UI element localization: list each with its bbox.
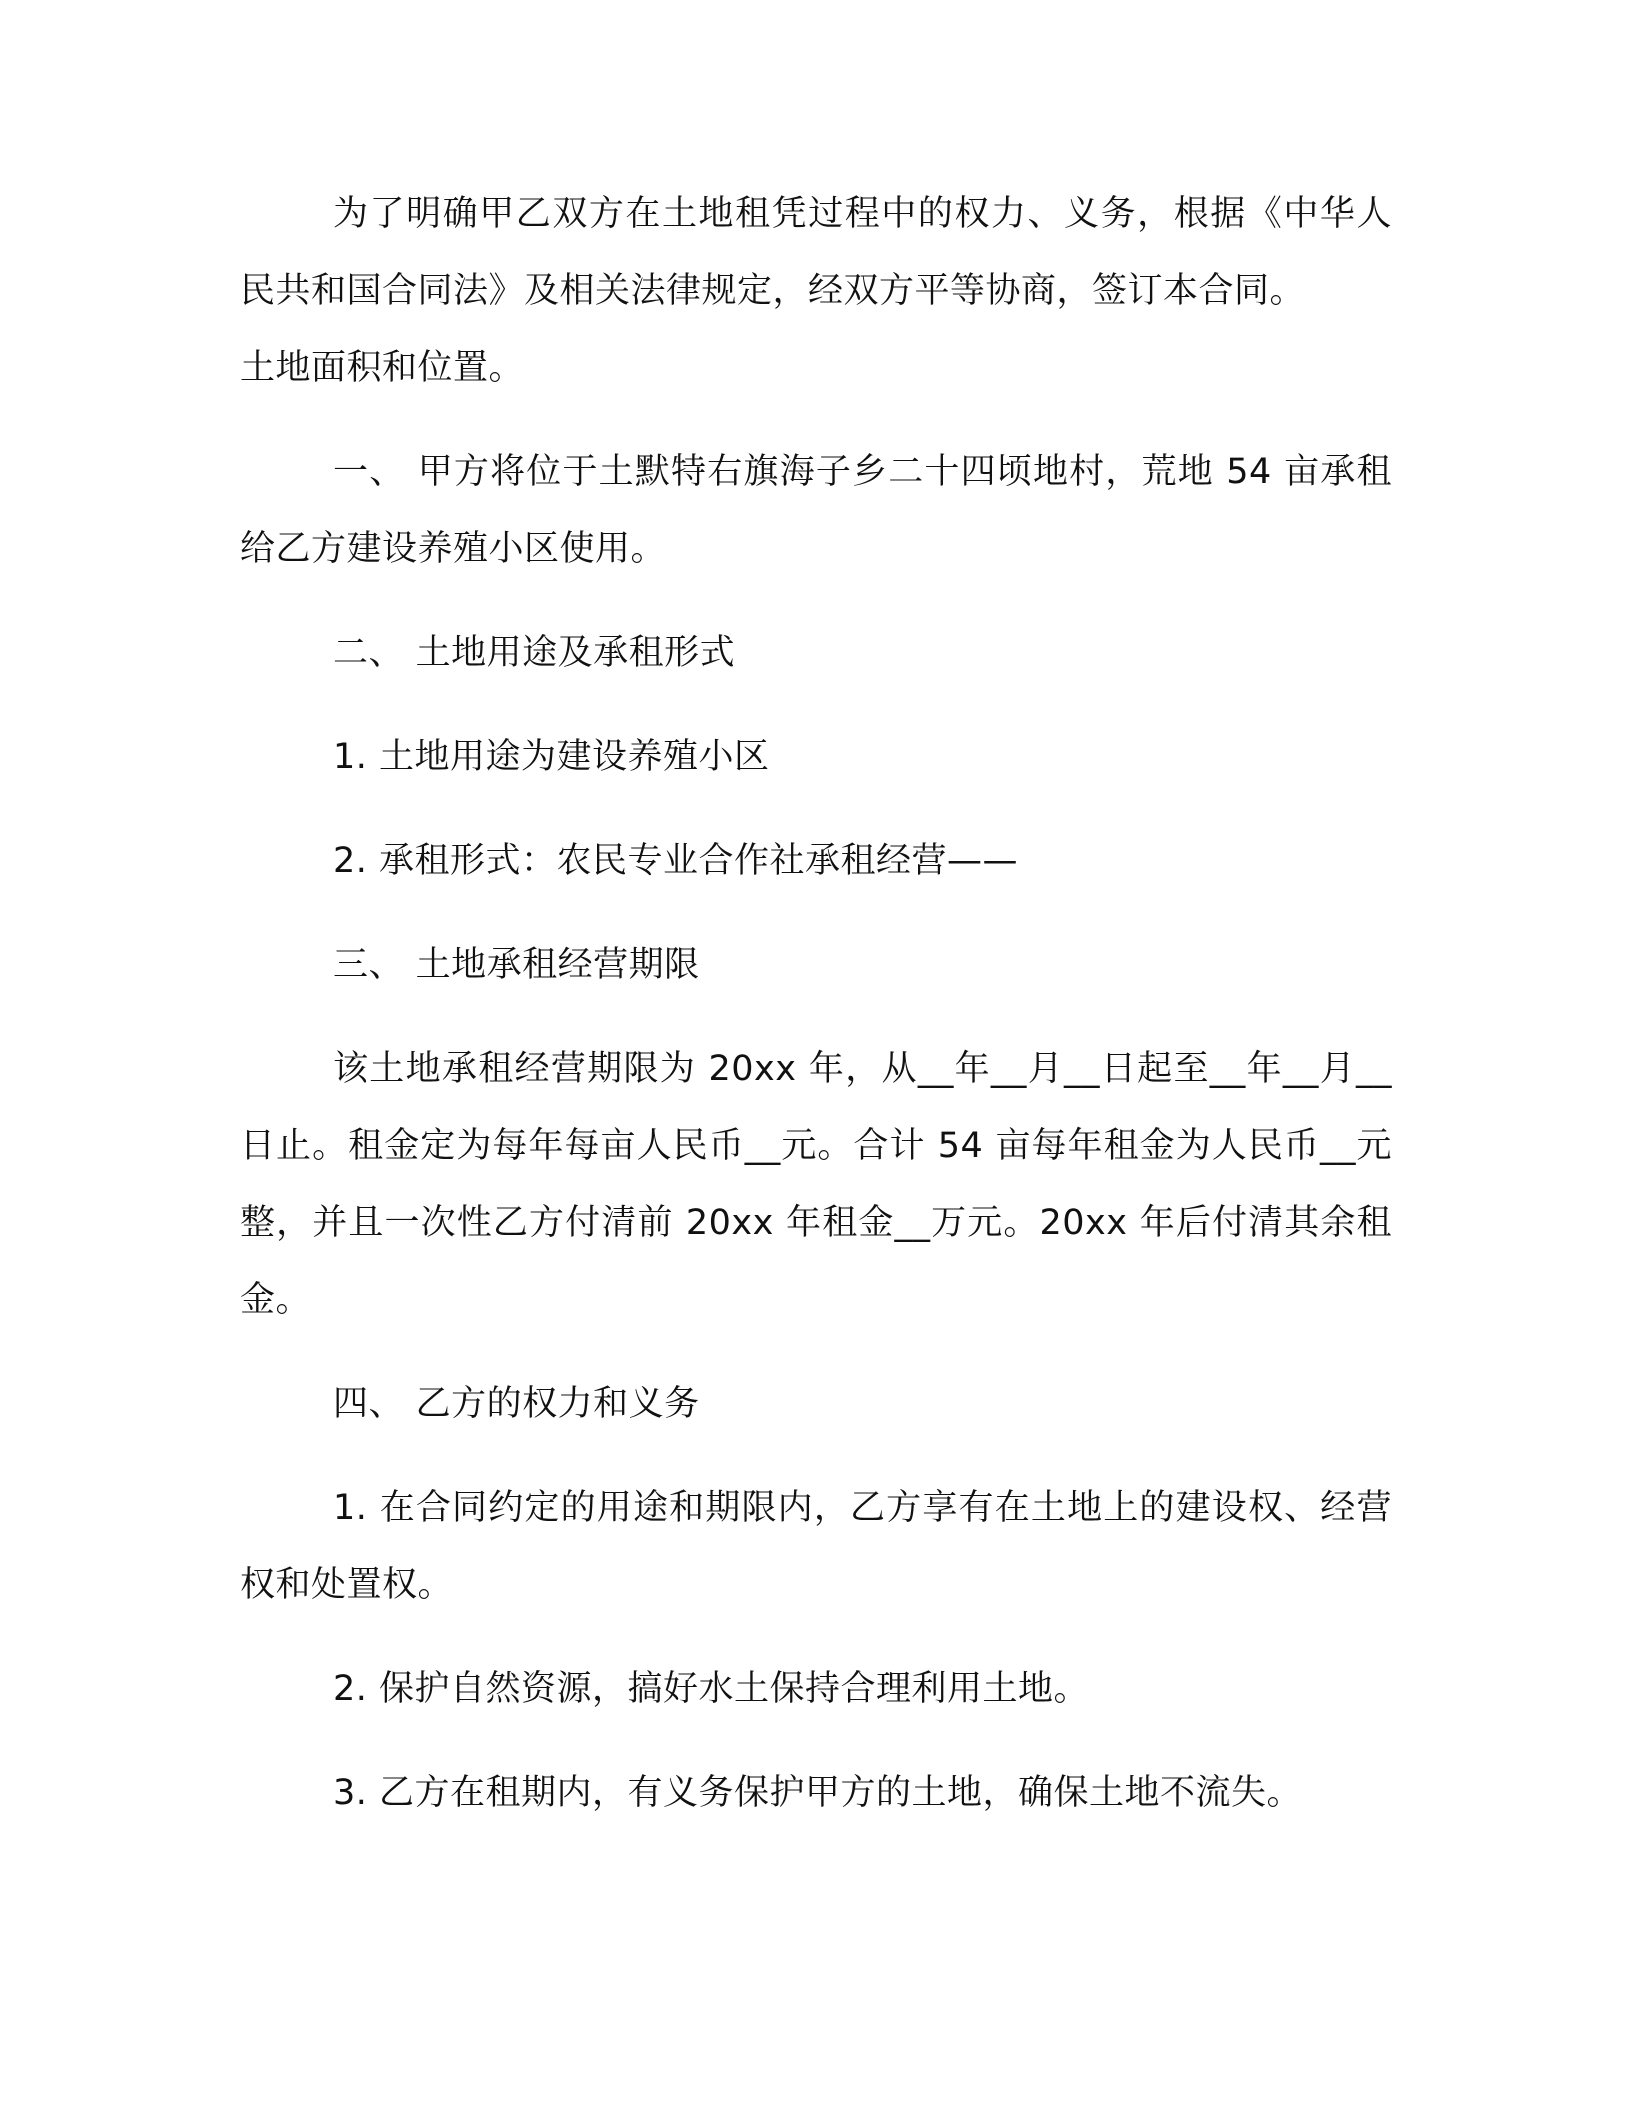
heading-clause-two: 二、 土地用途及承租形式 [333, 633, 736, 673]
heading-clause-four: 四、 乙方的权力和义务 [333, 1384, 700, 1424]
paragraph-land-area-heading: 土地面积和位置。 [240, 348, 525, 388]
document-body [240, 176, 1392, 1859]
paragraph-clause-one: 一、 甲方将位于土默特右旗海子乡二十四顷地村，荒地 54 亩承租给乙方建设养殖小区使用。 [240, 452, 1392, 569]
paragraph-rights-two: 2. 保护自然资源，搞好水土保持合理利用土地。 [333, 1669, 1090, 1709]
heading-clause-three: 三、 土地承租经营期限 [333, 945, 700, 985]
paragraph-lease-form: 2. 承租形式：农民专业合作社承租经营—— [333, 841, 1019, 881]
paragraph-preamble: 为了明确甲乙双方在土地租凭过程中的权力、义务，根据《中华人民共和国合同法》及相关法律规定，经双方平等协商，签订本合同。 [240, 194, 1392, 311]
paragraph-rights-one: 1. 在合同约定的用途和期限内，乙方享有在土地上的建设权、经营权和处置权。 [240, 1488, 1392, 1605]
paragraph-lease-term: 该土地承租经营期限为 20xx 年，从__年__月__日起至__年__月__日止。租金定为每年每亩人民币__元。合计 54 亩每年租金为人民币__元整，并且一次性乙方付清前 20xx 年租金__万元。20xx 年后付清其余租金。 [240, 1049, 1392, 1320]
paragraph-rights-three: 3. 乙方在租期内，有义务保护甲方的土地，确保土地不流失。 [333, 1773, 1303, 1813]
paragraph-land-use: 1. 土地用途为建设养殖小区 [333, 737, 770, 777]
